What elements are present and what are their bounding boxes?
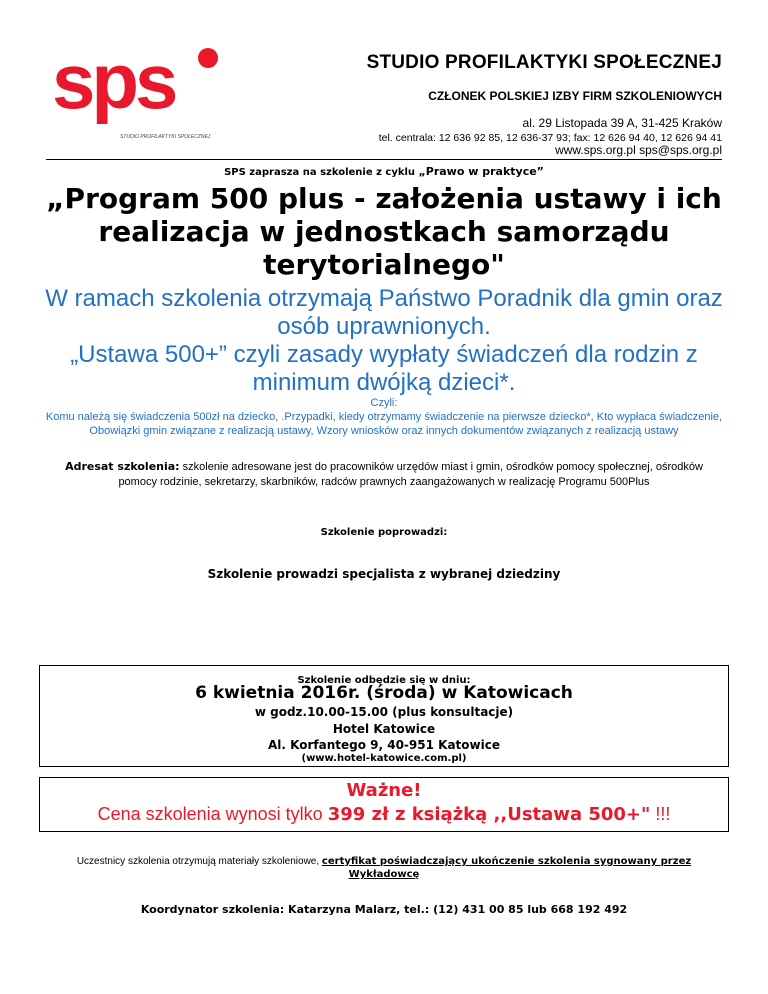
important-heading: Ważne! xyxy=(346,780,422,801)
price-prefix: Cena szkolenia wynosi tylko xyxy=(97,804,328,824)
topics-list: Komu należą się świadczenia 500zł na dziecko, .Przypadki, kiedy otrzymamy świadczenie na pierwsze dziecko*, Kto wypłaca świadczenie, Obowiązki gmin związane z realizacją ustawy, Wzory wniosków oraz innych dokumentów związanych z realizacją ustawy xyxy=(45,411,723,437)
price-box xyxy=(39,777,729,832)
audience-text: szkolenie adresowane jest do pracowników urzędów miast i gmin, ośrodków pomocy społecznej, ośrodków pomocy rodzinie, sekretarzy, skarbników, radców prawnych zaangażowanych w realizację Programu 500Plus xyxy=(118,461,703,488)
coordinator-line: Koordynator szkolenia: Katarzyna Malarz, tel.: (12) 431 00 85 lub 668 192 492 xyxy=(140,903,628,916)
logo-text: sps xyxy=(52,37,175,125)
event-address: Al. Korfantego 9, 40-951 Katowice xyxy=(268,738,500,752)
web-email-line: www.sps.org.pl sps@sps.org.pl xyxy=(555,143,722,157)
logo-subtitle: STUDIO PROFILAKTYKI SPOŁECZNEJ xyxy=(120,134,211,140)
event-intro: Szkolenie odbędzie się w dniu: xyxy=(297,675,471,686)
certificate-text: certyfikat poświadczający ukończenie szkolenia sygnowany przez Wykładowcę xyxy=(321,856,692,880)
event-date: 6 kwietnia 2016r. (środa) w Katowicach xyxy=(195,683,573,703)
header-divider xyxy=(46,159,722,160)
promo-line-2: „Ustawa 500+” czyli zasady wypłaty świadczeń dla rodzin z minimum dwójką dzieci*. xyxy=(70,341,698,396)
sps-logo xyxy=(52,37,222,148)
membership-line: CZŁONEK POLSKIEJ IZBY FIRM SZKOLENIOWYCH xyxy=(428,89,722,103)
organization-title: STUDIO PROFILAKTYKI SPOŁECZNEJ xyxy=(366,52,722,73)
price-amount: 399 zł z książką ,,Ustawa 500+" xyxy=(327,804,651,825)
invite-line xyxy=(40,165,728,178)
czyli-label: Czyli: xyxy=(370,397,398,409)
audience-label: Adresat szkolenia: xyxy=(65,460,180,473)
price-line xyxy=(40,804,728,825)
phone-line: tel. centrala: 12 636 92 85, 12 636-37 93; fax: 12 626 94 40, 12 626 94 41 xyxy=(378,132,722,144)
price-suffix: !!! xyxy=(650,804,671,824)
participants-info xyxy=(40,855,728,881)
invite-cycle: „Prawo w praktyce” xyxy=(418,165,544,178)
audience-paragraph xyxy=(46,459,722,490)
trainer-name: Szkolenie prowadzi specjalista z wybranej dziedziny xyxy=(207,567,561,581)
promo-line-1: W ramach szkolenia otrzymają Państwo Poradnik dla gmin oraz osób uprawnionych. xyxy=(45,285,723,340)
training-title: „Program 500 plus - założenia ustawy i ich realizacja w jednostkach samorządu terytorialnego" xyxy=(46,182,722,281)
event-venue: Hotel Katowice xyxy=(332,722,436,736)
event-details-box xyxy=(39,665,729,767)
logo-dot xyxy=(198,48,218,68)
address-line: al. 29 Listopada 39 A, 31-425 Kraków xyxy=(522,116,722,130)
event-hours: w godz.10.00-15.00 (plus konsultacje) xyxy=(254,705,514,719)
promo-block xyxy=(40,285,728,397)
trainer-label: Szkolenie poprowadzi: xyxy=(320,527,448,538)
participants-text: Uczestnicy szkolenia otrzymują materiały szkoleniowe, xyxy=(76,856,322,867)
event-url: (www.hotel-katowice.com.pl) xyxy=(301,753,467,764)
invite-prefix: SPS zaprasza na szkolenie z cyklu xyxy=(224,167,419,178)
